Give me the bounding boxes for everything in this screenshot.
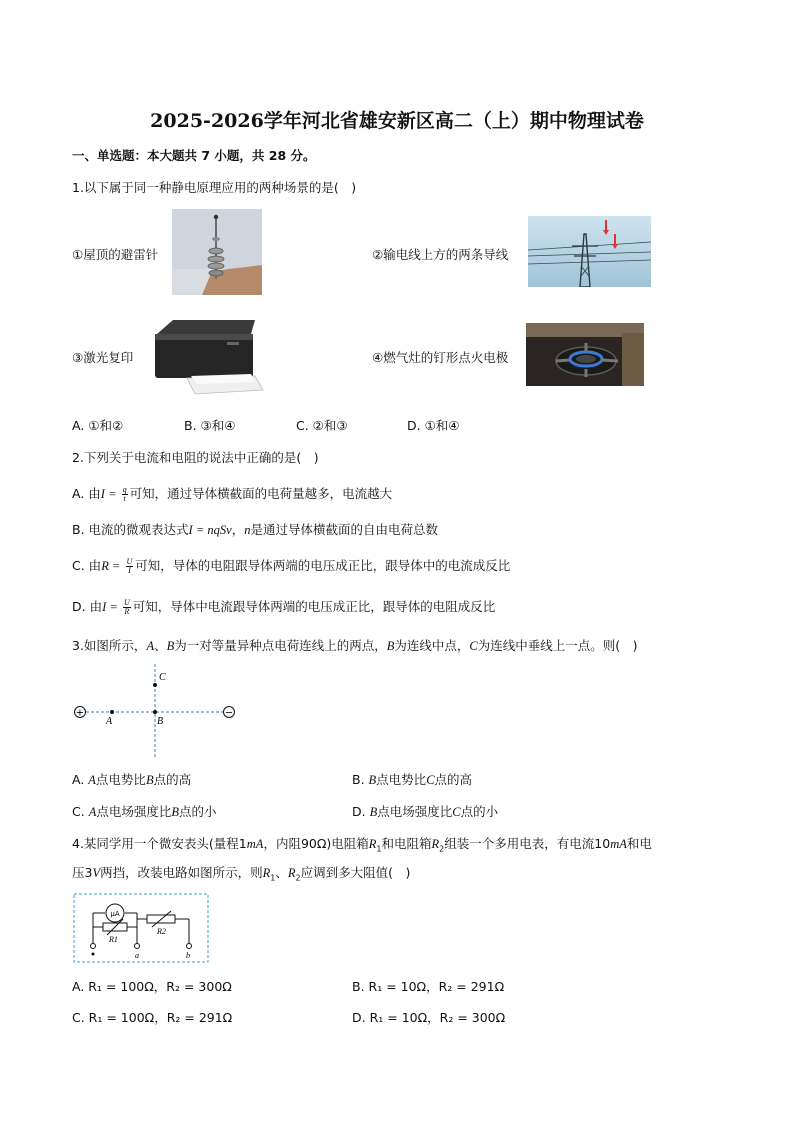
gas-stove-photo — [526, 323, 644, 386]
circuit-diagram — [73, 893, 209, 963]
q4-option-a[interactable]: A. R₁ = 100Ω，R₂ = 300Ω — [72, 979, 232, 994]
q3-stem-sep: 、 — [154, 638, 167, 653]
q4-l1-R1-sub: 1 — [376, 844, 382, 854]
q2-d-equation: I = — [102, 600, 121, 614]
q1-scene1-label: ①屋顶的避雷针 — [72, 247, 159, 262]
q4-l1-e: 和电 — [626, 836, 652, 851]
q1-scene4-label: ④燃气灶的钉形点火电极 — [372, 350, 509, 365]
q3-a-p1: A — [88, 773, 96, 787]
q4-l1-b: ，内阻90Ω)电阻箱 — [263, 836, 369, 851]
q3-c-letter: C. — [72, 804, 89, 819]
q3-stem-mid1: 为一对等量异种点电荷连线上的两点， — [174, 638, 387, 653]
q4-l2-R2: R — [287, 866, 296, 880]
q2-a-denominator: t — [123, 494, 126, 503]
terminal-a-label: a — [135, 951, 139, 960]
q2-option-d[interactable] — [72, 597, 495, 616]
q3-stem-B2: B — [386, 639, 395, 653]
q2-c-numerator: U — [126, 557, 133, 566]
point-C-label: C — [159, 672, 166, 683]
page-title: 2025-2026学年河北省雄安新区高二（上）期中物理试卷 — [150, 110, 644, 132]
q4-l2-V: V — [92, 866, 101, 880]
q4-option-d[interactable]: D. R₁ = 10Ω，R₂ = 300Ω — [352, 1010, 506, 1025]
q3-d-p2: C — [452, 805, 461, 819]
q4-stem-line1 — [72, 834, 652, 854]
q3-stem-A: A — [146, 639, 155, 653]
q3-c-p2: B — [171, 805, 179, 819]
q1-option-a[interactable]: A. ①和② — [72, 418, 124, 433]
q3-d-end: 点的小 — [460, 804, 499, 819]
q2-d-denominator: R — [124, 607, 130, 616]
lightning-rod-photo — [172, 209, 262, 295]
q3-stem — [72, 636, 638, 654]
q3-c-mid: 点电场强度比 — [96, 804, 172, 819]
laser-printer-photo — [147, 312, 265, 398]
q3-b-end: 点的高 — [434, 772, 473, 787]
q1-option-c[interactable]: C. ②和③ — [296, 418, 348, 433]
q2-stem: 2.下列关于电流和电阻的说法中正确的是( ) — [72, 450, 319, 465]
r2-label: R2 — [157, 927, 166, 936]
q2-c-prefix: C. 由 — [72, 558, 102, 573]
q3-b-letter: B. — [352, 772, 369, 787]
q3-option-c[interactable] — [72, 802, 217, 820]
q3-b-p2: C — [426, 773, 435, 787]
q4-stem-line2 — [72, 863, 410, 883]
q4-l1-mA2: mA — [610, 837, 627, 851]
q3-a-letter: A. — [72, 772, 89, 787]
q2-option-c[interactable] — [72, 556, 510, 575]
charge-diagram — [70, 660, 240, 760]
q2-b-equation: I = nqSv — [188, 523, 232, 537]
q4-option-b[interactable]: B. R₁ = 10Ω，R₂ = 291Ω — [352, 979, 505, 994]
q2-d-prefix: D. 由 — [72, 599, 103, 614]
q3-d-letter: D. — [352, 804, 370, 819]
q1-option-b[interactable]: B. ③和④ — [184, 418, 236, 433]
q2-b-prefix: B. 电流的微观表达式 — [72, 522, 189, 537]
q2-d-numerator: U — [123, 598, 130, 607]
q3-c-end: 点的小 — [178, 804, 217, 819]
q2-c-fraction — [126, 558, 134, 575]
q1-scene3-label: ③激光复印 — [72, 350, 134, 365]
q4-l1-d: 组装一个多用电表，有电流10 — [444, 836, 611, 851]
q4-l2-R1-sub: 1 — [270, 873, 276, 883]
terminal-b-label: b — [186, 951, 190, 960]
q2-a-fraction — [122, 486, 128, 503]
q2-a-prefix: A. 由 — [72, 486, 101, 501]
section-heading: 一、单选题：本大题共 7 小题，共 28 分。 — [72, 148, 316, 163]
q4-l1-R2: R — [431, 837, 440, 851]
q2-b-n: n — [244, 523, 251, 537]
q3-option-a[interactable] — [72, 770, 191, 788]
q3-b-p1: B — [368, 773, 377, 787]
q1-scene2-label: ②输电线上方的两条导线 — [372, 247, 509, 262]
microammeter-label: μA — [110, 910, 120, 918]
q2-c-text: 可知，导体的电阻跟导体两端的电压成正比，跟导体中的电流成反比 — [135, 558, 511, 573]
q3-a-end: 点的高 — [153, 772, 192, 787]
q3-d-mid: 点电场强度比 — [377, 804, 453, 819]
q2-option-a[interactable] — [72, 484, 392, 503]
negative-charge-label: − — [224, 707, 234, 719]
q2-b-text: 是通过导体横截面的自由电荷总数 — [250, 522, 438, 537]
q3-a-p2: B — [145, 773, 154, 787]
q2-c-equation: R = — [101, 559, 124, 573]
q3-stem-mid2: 为连线中点， — [394, 638, 470, 653]
q3-a-mid: 点电势比 — [95, 772, 146, 787]
q3-option-b[interactable] — [352, 770, 472, 788]
q4-l2-R1: R — [262, 866, 271, 880]
q4-l1-R1: R — [368, 837, 377, 851]
q4-l1-c: 和电阻箱 — [381, 836, 432, 851]
q3-stem-post: 为连线中垂线上一点。则( ) — [477, 638, 638, 653]
q2-a-equation: I = — [100, 487, 120, 501]
q4-l1-mA: mA — [246, 837, 264, 851]
q3-d-p1: B — [369, 805, 378, 819]
q2-d-fraction — [123, 599, 131, 616]
q2-b-comma: ， — [231, 522, 245, 537]
q2-option-b[interactable] — [72, 520, 438, 538]
q4-option-c[interactable]: C. R₁ = 100Ω，R₂ = 291Ω — [72, 1010, 233, 1025]
q4-l2-b: 两挡，改装电路如图所示，则 — [100, 865, 263, 880]
q4-l1-R2-sub: 2 — [439, 844, 445, 854]
q2-c-denominator: I — [128, 566, 131, 575]
power-line-photo — [528, 216, 651, 287]
point-B-label: B — [157, 716, 164, 727]
q2-a-text: 可知，通过导体横截面的电荷量越多，电流越大 — [129, 486, 393, 501]
q3-c-p1: A — [88, 805, 97, 819]
q1-stem: 1.以下属于同一种静电原理应用的两种场景的是( ) — [72, 180, 357, 195]
q2-d-text: 可知，导体中电流跟导体两端的电压成正比，跟导体的电阻成反比 — [132, 599, 496, 614]
point-A-label: A — [106, 716, 113, 727]
q2-a-numerator: q — [122, 485, 127, 494]
r1-label: R1 — [109, 935, 118, 944]
q4-l2-a: 压3 — [72, 865, 93, 880]
q4-l2-c: 、 — [275, 865, 288, 880]
q3-stem-C: C — [469, 639, 478, 653]
q4-l2-d: 应调到多大阻值( ) — [300, 865, 411, 880]
q3-b-mid: 点电势比 — [376, 772, 427, 787]
q4-l2-R2-sub: 2 — [295, 873, 301, 883]
positive-charge-label: + — [75, 707, 85, 719]
q3-stem-pre: 3.如图所示， — [72, 638, 147, 653]
q3-stem-B1: B — [166, 639, 175, 653]
q4-l1-a: 4.某同学用一个微安表头(量程1 — [72, 836, 247, 851]
q1-option-d[interactable]: D. ①和④ — [407, 418, 460, 433]
q3-option-d[interactable] — [352, 802, 498, 820]
